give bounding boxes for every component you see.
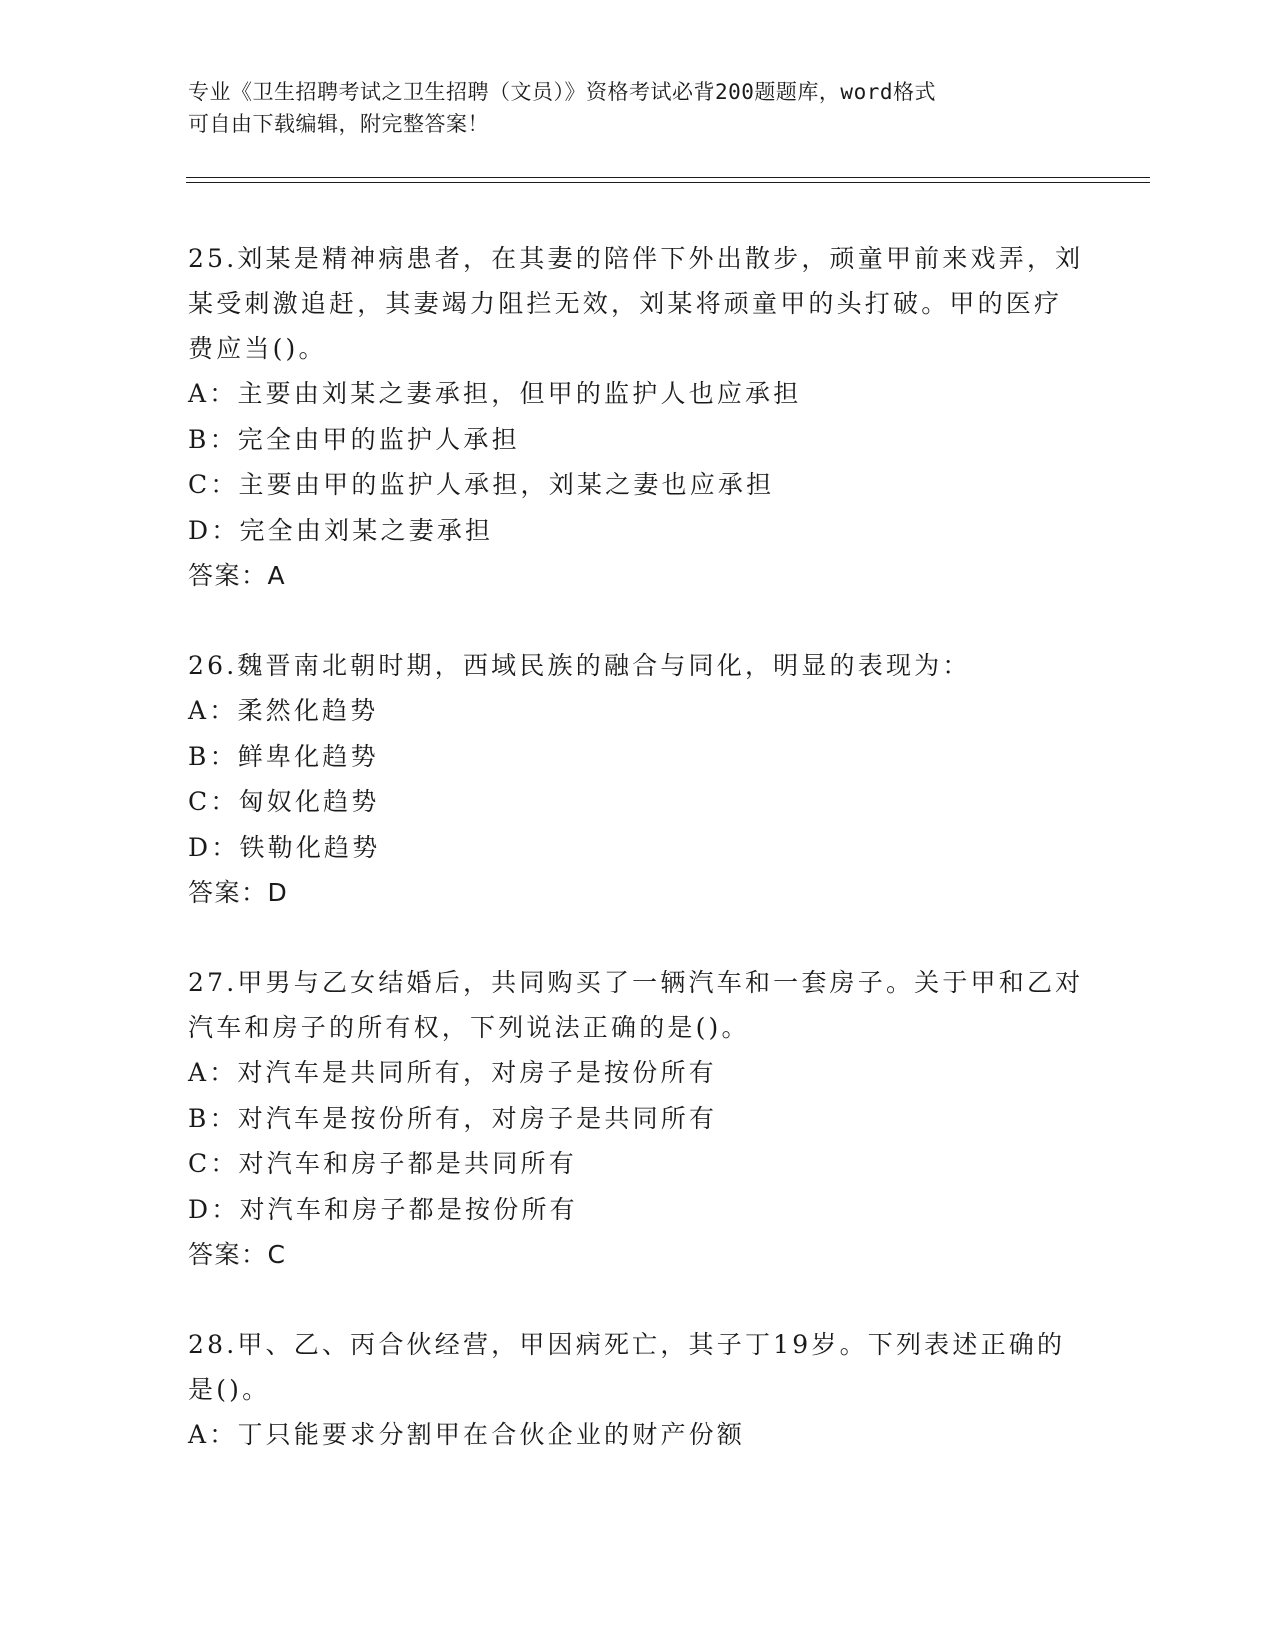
option-b: B：对汽车是按份所有，对房子是共同所有 [188,1103,718,1133]
answer-line: 答案：A [188,561,287,590]
option-a: A：丁只能要求分割甲在合伙企业的财产份额 [188,1420,746,1449]
header-divider-top [186,177,1150,178]
question-stem: 25.刘某是精神病患者，在其妻的陪伴下外出散步，顽童甲前来戏弄，刘某受刺激追赶，其妻竭力阻拦无效，刘某将顽童甲的头打破。甲的医疗费应当()。 [188,244,1084,363]
option-a: A：主要由刘某之妻承担，但甲的监护人也应承担 [188,379,802,408]
option-b: B：鲜卑化趋势 [188,741,379,771]
option-a: A：对汽车是共同所有，对房子是按份所有 [188,1058,717,1087]
option-b: B：完全由甲的监护人承担 [188,424,520,454]
option-d: D：铁勒化趋势 [188,832,381,862]
document-header [188,76,1068,140]
question-28 [188,1322,1088,1458]
question-26 [188,643,1088,916]
option-c: C：主要由甲的监护人承担，刘某之妻也应承担 [188,470,775,499]
option-d: D：对汽车和房子都是按份所有 [188,1194,578,1224]
question-list [188,236,1088,1502]
answer-line: 答案：D [188,878,289,907]
option-a: A：柔然化趋势 [188,696,379,725]
option-d: D：完全由刘某之妻承担 [188,515,494,545]
answer-line: 答案：C [188,1240,287,1269]
question-stem: 26.魏晋南北朝时期，西域民族的融合与同化，明显的表现为： [188,651,971,680]
header-divider-bottom [186,182,1150,183]
header-title-line-2: 可自由下载编辑，附完整答案！ [188,112,489,136]
question-27 [188,960,1088,1278]
question-25 [188,236,1088,599]
header-title-line-1: 专业《卫生招聘考试之卫生招聘（文员）》资格考试必背200题题库，word格式 [188,80,936,104]
option-c: C：对汽车和房子都是共同所有 [188,1149,577,1178]
option-c: C：匈奴化趋势 [188,787,380,816]
question-stem: 28.甲、乙、丙合伙经营，甲因病死亡，其子丁19岁。下列表述正确的是()。 [188,1330,1066,1404]
question-stem: 27.甲男与乙女结婚后，共同购买了一辆汽车和一套房子。关于甲和乙对汽车和房子的所有权，下列说法正确的是()。 [188,968,1084,1042]
